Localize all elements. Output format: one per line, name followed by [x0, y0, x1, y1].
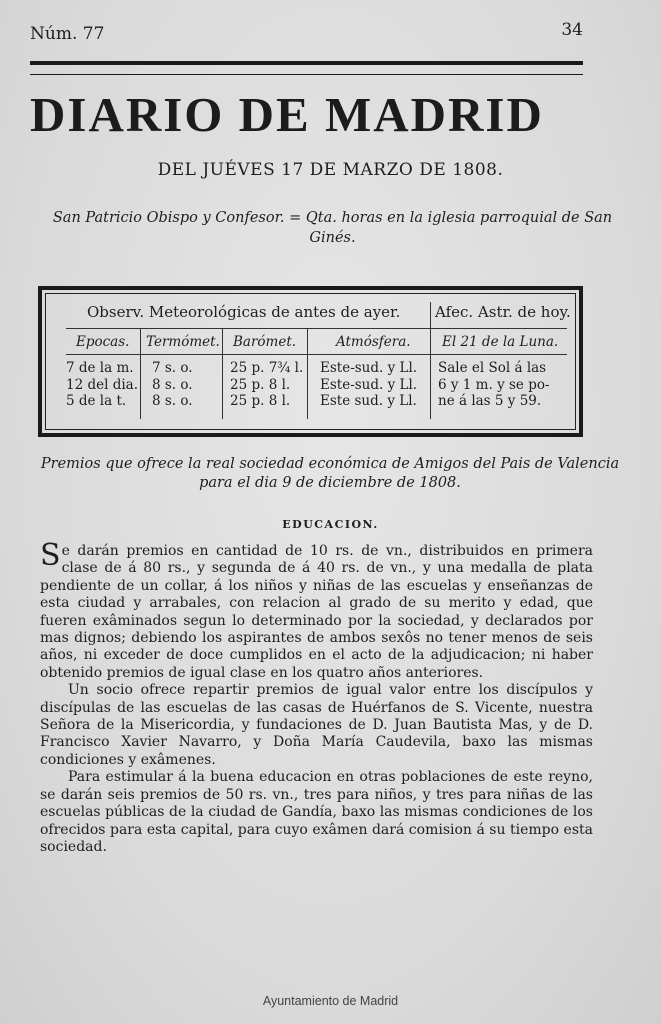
paragraph-text: e darán premios en cantidad de 10 rs. de vn., distribuidos en primera clase de á 80 rs., y segunda de á 40 rs. de vn., y una medalla de plata pendiente de un collar, á los niños y niñas de las escuelas y enseñanzas de esta ciudad y arrabales, con relacion al grado de su merito y edad, que fueren exâminados segun lo determinado por la sociedad, y declarados por mas dignos; debiendo los aspirantes de ambos sexôs no tener menos de seis años, ni exceder de doce cumplidos en el acto de la adjudicacion; ni haber obtenido premios de igual clase en los quatro años anteriores. [40, 543, 593, 681]
table-divider [307, 328, 308, 419]
paragraph [40, 538, 593, 682]
cell-barometro: 25 p. 7¾ l. [230, 360, 304, 376]
cell-termometro: 8 s. o. [152, 393, 193, 409]
weather-row [230, 360, 303, 410]
cell-epoca: 7 de la m. [66, 360, 134, 376]
col-header-barometro: Barómet. [233, 334, 297, 350]
cell-barometro: 25 p. 8 l. [230, 393, 291, 409]
issue-number: Núm. 77 [30, 24, 105, 44]
cell-epoca: 12 del dia. [66, 376, 139, 393]
article-body [40, 538, 593, 856]
table-divider [140, 328, 141, 419]
weather-title: Observ. Meteorológicas de antes de ayer. [87, 303, 401, 321]
weather-row [152, 360, 193, 410]
table-divider [222, 328, 223, 419]
weather-table [38, 286, 583, 437]
weather-row [66, 360, 138, 410]
cell-epoca: 5 de la t. [66, 393, 127, 409]
astro-line: ne á las 5 y 59. [438, 393, 542, 409]
masthead-rule [30, 61, 583, 75]
masthead-title: DIARIO DE MADRID [30, 87, 544, 142]
archive-credit: Ayuntamiento de Madrid [262, 994, 399, 1008]
astro-title: Afec. Astr. de hoy. [435, 303, 571, 321]
cell-atmosfera: Este-sud. y Ll. [320, 360, 418, 376]
col-header-termometro: Termómet. [146, 334, 220, 350]
drop-cap: S [40, 538, 61, 573]
cell-barometro: 25 p. 8 l. [230, 376, 291, 393]
saint-notice: San Patricio Obispo y Confesor. = Qta. horas en la iglesia parroquial de San Ginés. [52, 210, 613, 246]
table-rule [66, 328, 567, 329]
paragraph: Para estimular á la buena educacion en otras poblaciones de este reyno, se darán seis premios de 50 rs. vn., tres para niños, y tres para niñas de las escuelas públicas de la ciudad de Gandía, baxo las mismas condiciones de los ofrecidos para esta capital, para cuyo exâmen dará comision á su tiempo esta sociedad. [40, 769, 593, 855]
dateline: DEL JUÉVES 17 DE MARZO DE 1808. [157, 160, 504, 180]
col-header-luna: El 21 de la Luna. [442, 334, 559, 350]
page-number: 34 [561, 20, 583, 40]
cell-termometro: 8 s. o. [152, 376, 193, 393]
premios-heading: Premios que ofrece la real sociedad económica de Amigos del Pais de Valencia para el dia 9 de diciembre de 1808. [40, 456, 620, 491]
col-header-atmosfera: Atmósfera. [336, 334, 411, 350]
astro-line: Sale el Sol á las [438, 360, 547, 376]
cell-termometro: 7 s. o. [152, 360, 193, 376]
section-title: EDUCACION. [282, 518, 379, 531]
weather-row [320, 360, 417, 410]
astro-line: 6 y 1 m. y se po- [438, 376, 550, 393]
table-rule [66, 354, 567, 355]
astro-cell [438, 360, 550, 410]
table-divider [430, 302, 431, 419]
cell-atmosfera: Este sud. y Ll. [320, 393, 417, 409]
paragraph: Un socio ofrece repartir premios de igual valor entre los discípulos y discípulas de las escuelas de las casas de Huérfanos de S. Vicente, nuestra Señora de la Misericordia, y fundaciones de D. Juan Bautista Mas, y de D. Francisco Xavier Navarro, y Doña María Caudevila, baxo las mismas condiciones y exâmenes. [40, 682, 593, 768]
cell-atmosfera: Este-sud. y Ll. [320, 376, 418, 393]
col-header-epocas: Epocas. [76, 334, 130, 350]
